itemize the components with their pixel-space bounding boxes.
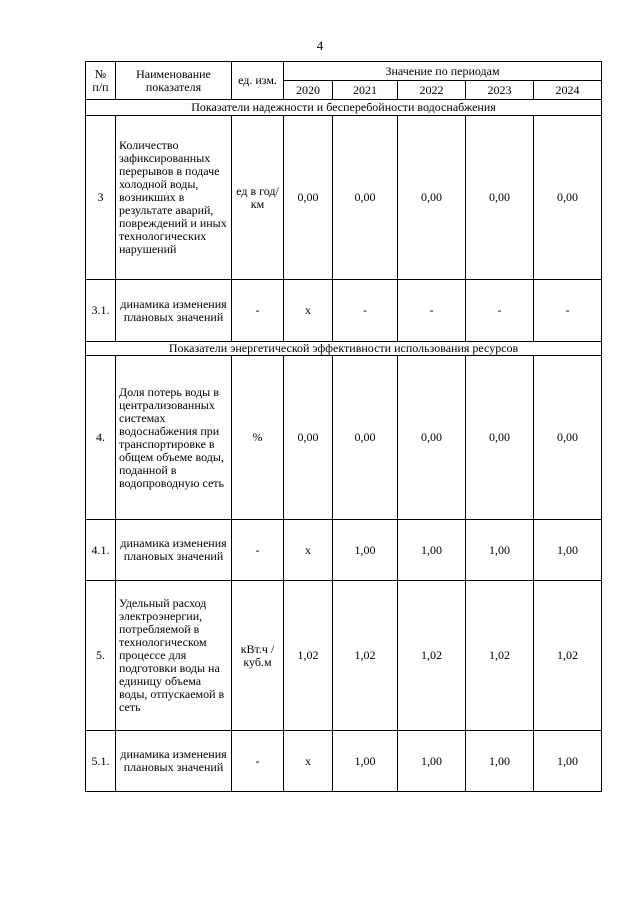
row-value: 0,00 (333, 116, 398, 280)
row-value: x (284, 520, 333, 581)
row-num: 5.1. (86, 731, 116, 792)
table-row (86, 356, 602, 520)
row-value: 1,00 (466, 731, 534, 792)
row-value: - (466, 280, 534, 342)
header-year: 2024 (534, 81, 602, 100)
row-value: - (398, 280, 466, 342)
row-value: 1,00 (398, 520, 466, 581)
row-name: Удельный расход электроэнергии, потребляемой в технологическом процессе для подготовки воды на единицу объема воды, отпускаемой в сеть (116, 581, 232, 731)
header-name: Наименование показателя (116, 62, 232, 100)
header-year: 2020 (284, 81, 333, 100)
row-value: 0,00 (534, 116, 602, 280)
row-value: - (333, 280, 398, 342)
row-value: 1,00 (534, 520, 602, 581)
row-unit: ед в год/ км (232, 116, 284, 280)
row-value: 1,00 (534, 731, 602, 792)
row-value: 0,00 (398, 116, 466, 280)
row-value: 1,02 (398, 581, 466, 731)
row-value: 1,02 (284, 581, 333, 731)
table-row (86, 116, 602, 280)
row-value: 0,00 (466, 356, 534, 520)
row-name: динамика изменения плановых значений (116, 520, 232, 581)
row-value: 1,00 (333, 520, 398, 581)
row-num: 4. (86, 356, 116, 520)
row-name: динамика изменения плановых значений (116, 280, 232, 342)
row-value: x (284, 731, 333, 792)
row-value: 0,00 (284, 116, 333, 280)
header-year: 2023 (466, 81, 534, 100)
table-row (86, 731, 602, 792)
row-value: 1,00 (398, 731, 466, 792)
section-title: Показатели энергетической эффективности использования ресурсов (86, 342, 602, 356)
page-number: 4 (316, 38, 324, 53)
row-num: 4.1. (86, 520, 116, 581)
header-unit: ед. изм. (232, 62, 284, 100)
row-unit: - (232, 731, 284, 792)
row-num: 3 (86, 116, 116, 280)
row-value: 1,00 (333, 731, 398, 792)
row-value: 0,00 (534, 356, 602, 520)
table-row (86, 581, 602, 731)
row-num: 3.1. (86, 280, 116, 342)
row-value: 1,02 (466, 581, 534, 731)
header-year: 2021 (333, 81, 398, 100)
table-row (86, 520, 602, 581)
row-unit: - (232, 280, 284, 342)
row-value: 1,02 (333, 581, 398, 731)
row-value: x (284, 280, 333, 342)
table-row (86, 280, 602, 342)
row-value: - (534, 280, 602, 342)
header-row-1 (86, 62, 602, 81)
section-title: Показатели надежности и бесперебойности водоснабжения (86, 100, 602, 116)
row-name: Количество зафиксированных перерывов в подаче холодной воды, возникших в результате аварий, повреждений и иных технологических нарушений (116, 116, 232, 280)
section-title-row (86, 342, 602, 356)
row-unit: - (232, 520, 284, 581)
row-num: 5. (86, 581, 116, 731)
row-value: 1,02 (534, 581, 602, 731)
row-value: 0,00 (333, 356, 398, 520)
indicators-table (85, 61, 602, 792)
row-value: 0,00 (398, 356, 466, 520)
row-name: Доля потерь воды в централизованных системах водоснабжения при транспортировке в общем объеме воды, поданной в водопроводную сеть (116, 356, 232, 520)
row-value: 0,00 (284, 356, 333, 520)
header-values-title: Значение по периодам (284, 62, 602, 81)
row-name: динамика изменения плановых значений (116, 731, 232, 792)
row-value: 1,00 (466, 520, 534, 581)
section-title-row (86, 100, 602, 116)
header-num: № п/п (86, 62, 116, 100)
row-unit: % (232, 356, 284, 520)
row-unit: кВт.ч / куб.м (232, 581, 284, 731)
header-year: 2022 (398, 81, 466, 100)
row-value: 0,00 (466, 116, 534, 280)
